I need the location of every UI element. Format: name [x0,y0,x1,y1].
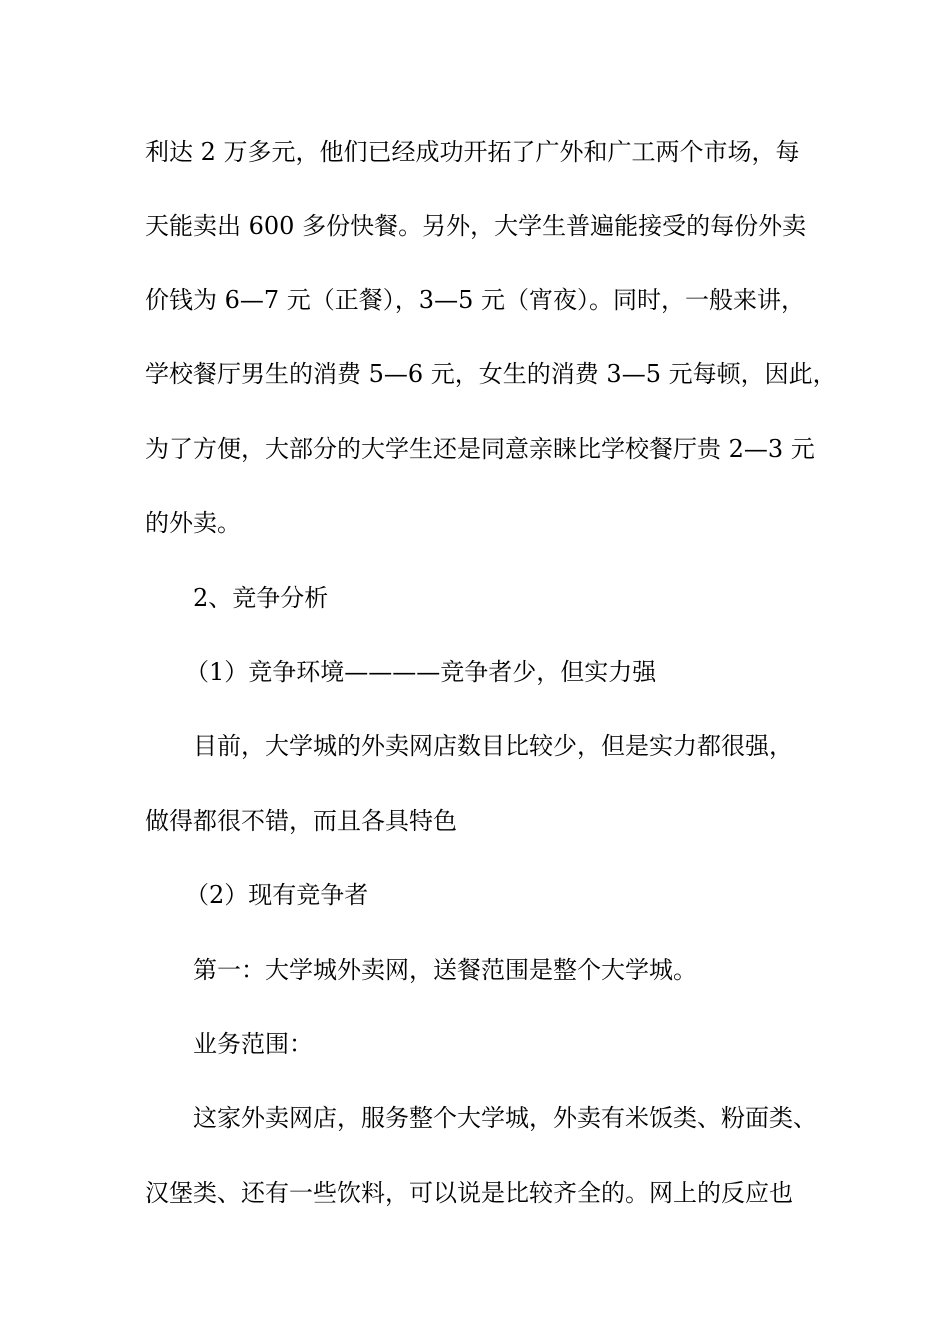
paragraph-line: 的外卖。 [145,509,241,537]
paragraph-line: 业务范围： [193,1030,313,1058]
paragraph-line: 利达 2 万多元，他们已经成功开拓了广外和广工两个市场，每 [145,138,800,166]
paragraph-line: 第一：大学城外卖网，送餐范围是整个大学城。 [193,956,697,984]
paragraph-line: 学校餐厅男生的消费 5—6 元，女生的消费 3—5 元每顿，因此， [145,360,837,388]
paragraph-line: 为了方便，大部分的大学生还是同意亲睐比学校餐厅贵 2—3 元 [145,435,815,463]
paragraph-line: 汉堡类、还有一些饮料，可以说是比较齐全的。网上的反应也 [145,1179,793,1207]
subsection-heading: （2）现有竞争者 [185,881,369,909]
subsection-heading: （1）竞争环境————竞争者少，但实力强 [185,658,657,686]
paragraph-line: 目前，大学城的外卖网店数目比较少，但是实力都很强， [193,732,793,760]
section-heading: 2、竞争分析 [193,584,329,612]
paragraph-line: 做得都很不错，而且各具特色 [145,807,457,835]
paragraph-line: 这家外卖网店，服务整个大学城，外卖有米饭类、粉面类、 [193,1104,817,1132]
paragraph-line: 天能卖出 600 多份快餐。另外，大学生普遍能接受的每份外卖 [145,212,807,240]
paragraph-line: 价钱为 6—7 元（正餐），3—5 元（宵夜）。同时，一般来讲， [145,286,805,314]
